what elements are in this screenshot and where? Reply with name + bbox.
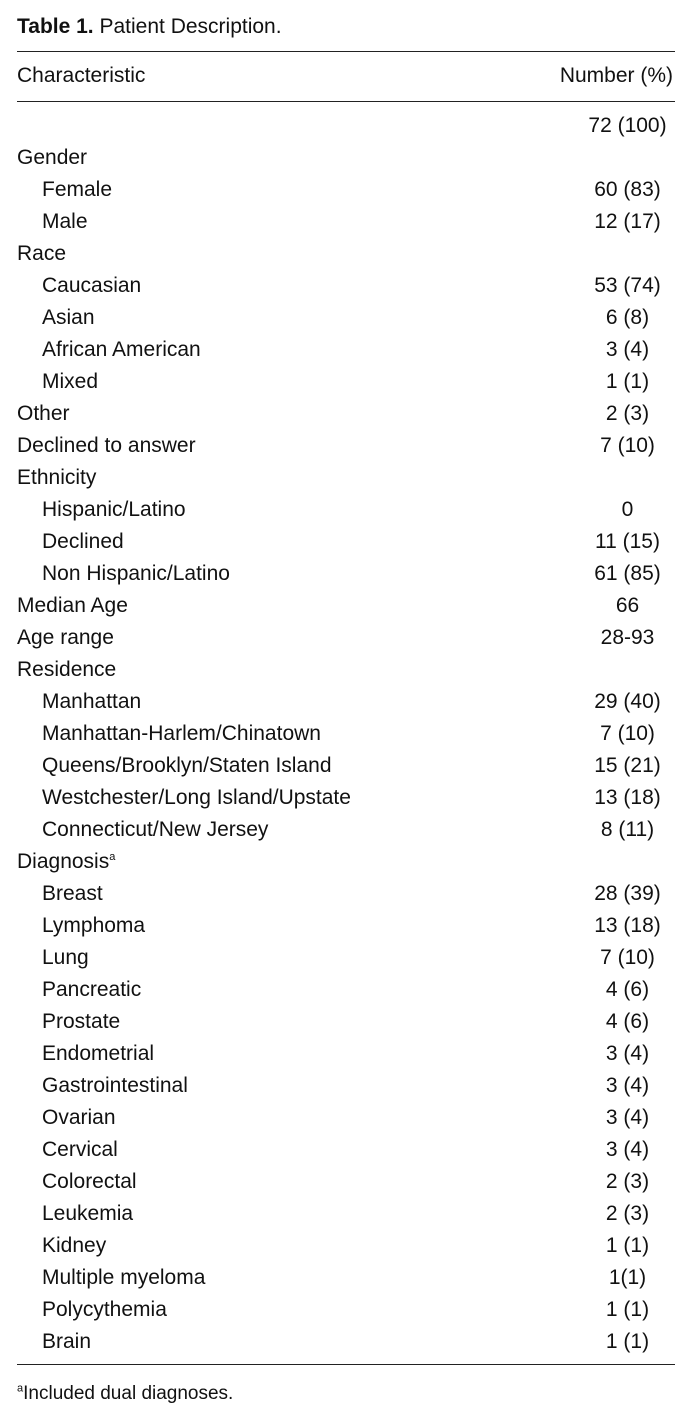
- row-value: 72 (100): [588, 114, 667, 137]
- row-label: [17, 590, 128, 622]
- row-value: 2 (3): [605, 1202, 650, 1225]
- table-row: [17, 1038, 675, 1070]
- table-row: [17, 910, 675, 942]
- row-label-text: Non Hispanic/Latino: [42, 562, 230, 585]
- table-row: [17, 558, 675, 590]
- row-value: 3 (4): [605, 1106, 650, 1129]
- row-value: 3 (4): [605, 1074, 650, 1097]
- table-row: [17, 878, 675, 910]
- row-label-text: African American: [42, 338, 201, 361]
- row-label: [42, 1230, 106, 1262]
- row-label-text: Female: [42, 178, 113, 201]
- table-row: [17, 590, 675, 622]
- row-label-text: Declined to answer: [17, 434, 196, 457]
- row-value: 4 (6): [605, 1010, 650, 1033]
- row-label-text: Lung: [42, 946, 89, 969]
- row-label: [42, 302, 95, 334]
- row-label: [42, 910, 145, 942]
- row-value: 15 (21): [594, 754, 661, 777]
- row-label-text: Breast: [42, 882, 103, 905]
- row-value: 53 (74): [594, 274, 661, 297]
- row-value: 13 (18): [594, 786, 661, 809]
- row-label: [42, 494, 186, 526]
- table-row: [17, 1134, 675, 1166]
- row-label-text: Age range: [17, 626, 114, 649]
- table-row: [17, 782, 675, 814]
- row-label: [17, 462, 96, 494]
- row-value: 28-93: [600, 626, 655, 649]
- row-label: [42, 366, 98, 398]
- row-label: [42, 1326, 91, 1358]
- row-label-text: Lymphoma: [42, 914, 146, 937]
- table-row: [17, 750, 675, 782]
- table-row: [17, 206, 675, 238]
- row-label: [17, 622, 114, 654]
- row-label-text: Multiple myeloma: [42, 1266, 206, 1289]
- table-row: [17, 1006, 675, 1038]
- table-row: [17, 270, 675, 302]
- row-label-text: Cervical: [42, 1138, 118, 1161]
- table-row: [17, 1102, 675, 1134]
- header-characteristic: Characteristic: [17, 64, 146, 87]
- row-label-text: Mixed: [42, 370, 99, 393]
- row-label: [42, 1038, 154, 1070]
- footnote-marker: a: [109, 851, 116, 863]
- row-label: [42, 686, 141, 718]
- row-label-text: Ethnicity: [17, 466, 97, 489]
- row-value: 3 (4): [605, 338, 650, 361]
- row-value: 1 (1): [605, 1330, 650, 1353]
- row-label: [42, 1102, 116, 1134]
- row-value: 4 (6): [605, 978, 650, 1001]
- row-label-text: Endometrial: [42, 1042, 155, 1065]
- row-label: [42, 1070, 188, 1102]
- row-label-text: Caucasian: [42, 274, 142, 297]
- row-label: [17, 398, 70, 430]
- row-label-text: Brain: [42, 1330, 92, 1353]
- table-row: [17, 1230, 675, 1262]
- row-label-text: Ovarian: [42, 1106, 116, 1129]
- row-value: 7 (10): [600, 946, 655, 969]
- table-row: [17, 1166, 675, 1198]
- row-label: [42, 1134, 118, 1166]
- row-label-text: Kidney: [42, 1234, 107, 1257]
- table-row: [17, 622, 675, 654]
- table-row: [17, 974, 675, 1006]
- row-label: [42, 558, 230, 590]
- table-row: [17, 494, 675, 526]
- row-label-text: Median Age: [17, 594, 128, 617]
- row-value: 61 (85): [594, 562, 661, 585]
- top-rule: [17, 51, 675, 52]
- table-body: [17, 110, 675, 1358]
- row-label: [42, 270, 141, 302]
- table-row: [17, 846, 675, 878]
- row-label-text: Prostate: [42, 1010, 121, 1033]
- table-row: [17, 1070, 675, 1102]
- row-label: [42, 174, 112, 206]
- row-value: 66: [615, 594, 640, 617]
- row-label-text: Declined: [42, 530, 124, 553]
- row-label-text: Leukemia: [42, 1202, 134, 1225]
- footnote-text: Included dual diagnoses.: [23, 1383, 234, 1404]
- row-label: [17, 846, 115, 878]
- row-label-text: Male: [42, 210, 88, 233]
- row-value: 2 (3): [605, 1170, 650, 1193]
- table-row: [17, 686, 675, 718]
- table-row: [17, 526, 675, 558]
- table-title: Patient Description.: [99, 15, 282, 38]
- row-value: 1 (1): [605, 370, 650, 393]
- header-rule: [17, 101, 675, 102]
- row-label: [17, 238, 66, 270]
- row-label: [42, 750, 332, 782]
- row-value: 1 (1): [605, 1234, 650, 1257]
- table-row: [17, 654, 675, 686]
- row-label: [42, 782, 351, 814]
- row-label-text: Manhattan: [42, 690, 142, 713]
- table-row: [17, 462, 675, 494]
- row-label-text: Connecticut/New Jersey: [42, 818, 269, 841]
- table-row: [17, 142, 675, 174]
- row-value: 13 (18): [594, 914, 661, 937]
- row-value: 11 (15): [595, 530, 660, 553]
- row-label-text: Race: [17, 242, 67, 265]
- row-label: [17, 430, 196, 462]
- row-label-text: Diagnosis: [17, 850, 110, 873]
- row-value: 1 (1): [605, 1298, 650, 1321]
- table-label: Table 1.: [17, 15, 94, 38]
- table-row: [17, 174, 675, 206]
- row-label: [42, 1294, 167, 1326]
- table-footnote: [17, 1380, 233, 1408]
- row-value: 8 (11): [600, 818, 655, 841]
- table-row: [17, 366, 675, 398]
- row-value: 60 (83): [594, 178, 661, 201]
- table-row: [17, 1262, 675, 1294]
- row-label: [42, 1198, 133, 1230]
- table-row: [17, 718, 675, 750]
- table-row: [17, 302, 675, 334]
- row-label: [42, 1262, 205, 1294]
- row-label-text: Manhattan-Harlem/Chinatown: [42, 722, 321, 745]
- table-row: [17, 1326, 675, 1358]
- row-value: 1(1): [608, 1266, 647, 1289]
- row-label-text: Gastrointestinal: [42, 1074, 188, 1097]
- row-label: [42, 878, 103, 910]
- row-label: [42, 206, 88, 238]
- row-label-text: Asian: [42, 306, 95, 329]
- row-label: [42, 1166, 137, 1198]
- footnote-mark: a: [17, 1382, 24, 1395]
- row-label-text: Pancreatic: [42, 978, 142, 1001]
- row-label: [42, 334, 201, 366]
- row-label-text: Other: [17, 402, 70, 425]
- table-row: [17, 334, 675, 366]
- table-row: [17, 1198, 675, 1230]
- row-value: 28 (39): [594, 882, 661, 905]
- row-label-text: Queens/Brooklyn/Staten Island: [42, 754, 332, 777]
- table-row: [17, 814, 675, 846]
- row-label: [42, 814, 268, 846]
- row-value: 3 (4): [605, 1042, 650, 1065]
- table-caption: [17, 13, 282, 41]
- row-label: [42, 974, 141, 1006]
- row-label-text: Westchester/Long Island/Upstate: [42, 786, 351, 809]
- row-label-text: Colorectal: [42, 1170, 137, 1193]
- row-value: 6 (8): [605, 306, 650, 329]
- table-row: [17, 1294, 675, 1326]
- row-value: 3 (4): [605, 1138, 650, 1161]
- row-value: 7 (10): [600, 434, 655, 457]
- row-label: [17, 654, 116, 686]
- row-label-text: Residence: [17, 658, 117, 681]
- row-label: [42, 526, 124, 558]
- row-label-text: Polycythemia: [42, 1298, 167, 1321]
- row-label: [17, 142, 87, 174]
- table-header: [17, 60, 675, 92]
- bottom-rule: [17, 1364, 675, 1365]
- row-value: 2 (3): [605, 402, 650, 425]
- row-value: 29 (40): [594, 690, 661, 713]
- table-row: [17, 238, 675, 270]
- row-label-text: Gender: [17, 146, 88, 169]
- table-row: [17, 398, 675, 430]
- table-row: [17, 110, 675, 142]
- row-value: 0: [621, 498, 634, 521]
- row-label: [42, 942, 89, 974]
- row-label: [42, 718, 321, 750]
- row-value: 12 (17): [594, 210, 661, 233]
- row-label-text: Hispanic/Latino: [42, 498, 186, 521]
- row-value: 7 (10): [600, 722, 655, 745]
- row-label: [42, 1006, 120, 1038]
- table-row: [17, 942, 675, 974]
- table-row: [17, 430, 675, 462]
- header-number: Number (%): [559, 64, 673, 87]
